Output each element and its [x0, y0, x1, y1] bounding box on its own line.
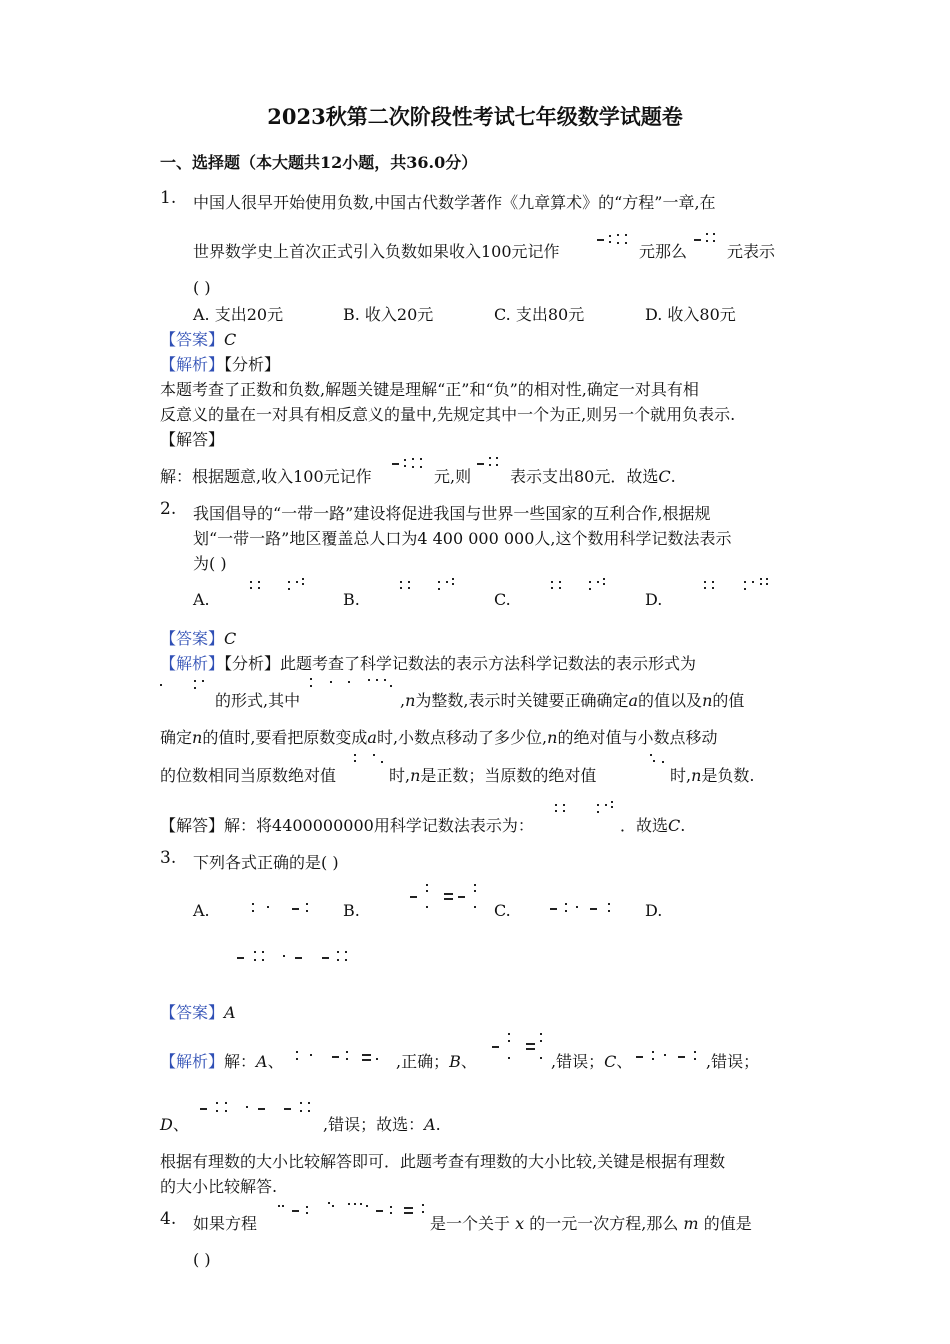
- q1-solution-letter: C: [658, 467, 671, 486]
- q4-equation: [276, 1200, 428, 1218]
- answer-tag: 【答案】: [160, 1003, 225, 1022]
- q2-analysis-3c: 时,小数点移动了多少位,: [376, 728, 548, 747]
- q3-comment-2: 的大小比较解答.: [160, 1177, 278, 1196]
- q3-option-c: C.: [494, 901, 511, 920]
- q3-option-a-formula: [250, 900, 318, 916]
- q2-solution-formula: [553, 801, 619, 817]
- q3-solution-1e: [551, 1049, 632, 1072]
- q1-paren: ( ): [193, 278, 211, 297]
- q1-line1: 中国人很早开始使用负数,中国古代数学著作《九章算术》的“方程”一章,在: [193, 193, 716, 212]
- q4-stem-c: 的一元一次方程,那么: [529, 1214, 679, 1233]
- var-m: m: [683, 1214, 699, 1233]
- q3-answer-line: [160, 1000, 236, 1023]
- q3-sol-formula-a: [294, 1048, 380, 1066]
- q2-formula-lt1: [648, 752, 670, 766]
- q2-option-c: C.: [494, 590, 511, 609]
- var-n: n: [192, 728, 203, 747]
- q2-analysis-2: ,n为整数,表示时关键要正确确定a的值以及n的值: [400, 691, 745, 710]
- q2-option-d-formula: [702, 578, 774, 594]
- q4-stem-b: 是一个关于: [430, 1214, 511, 1233]
- answer-tag: 【答案】: [160, 629, 225, 648]
- q1-analysis-2: 反意义的量在一对具有相反意义的量中,先规定其中一个为正,则另一个就用负表示.: [160, 405, 736, 424]
- q2-analysis-3d: 的绝对值与小数点移动: [557, 728, 718, 747]
- q2-analysis-1-text: 此题考查了科学记数法的表示方法科学记数法的表示形式为: [280, 654, 697, 673]
- q3-sol1c: ,正确；: [396, 1052, 450, 1071]
- q1-formula-minus100: [597, 232, 637, 246]
- q3-option-d-formula: [237, 948, 357, 966]
- q2-analysis-3: [160, 725, 717, 748]
- q2-analysis-4b: 时,: [389, 766, 411, 785]
- q3-sol1a: 解：: [224, 1052, 257, 1071]
- q3-sol2b: ,错误；故选：: [323, 1115, 425, 1134]
- q2-option-a-formula: [248, 578, 314, 594]
- q1-analysis-1: 本题考查了正数和负数,解题关键是理解“正”和“负”的相对性,确定一对具有相: [160, 380, 699, 399]
- q2-analysis-2b: 为整数,表示时关键要正确确定: [415, 691, 629, 710]
- q2-option-a: A.: [193, 590, 210, 609]
- q3-option-d: D.: [645, 901, 663, 920]
- var-n: n: [405, 691, 416, 710]
- q3-number: 3.: [160, 848, 177, 868]
- q3-solution-1c: [396, 1049, 477, 1072]
- q1-solution-text: 表示支出80元．故选: [510, 467, 659, 486]
- q3-sol-formula-d: [200, 1099, 320, 1117]
- q3-stem: 下列各式正确的是( ): [193, 853, 339, 872]
- q3-sol-formula-b: [492, 1030, 548, 1066]
- q3-sol1f: 、: [616, 1052, 633, 1071]
- q3-sol1d: 、: [460, 1052, 477, 1071]
- q1-line2c: 元表示: [727, 242, 776, 261]
- q1-line2b: 元那么: [639, 242, 688, 261]
- answer-tag: 【答案】: [160, 330, 225, 349]
- q3-solution-1a: [160, 1049, 284, 1072]
- q3-letter-d: D: [160, 1115, 173, 1134]
- var-n: n: [410, 766, 421, 785]
- section-heading: 一、选择题（本大题共12小题，共36.0分）: [160, 153, 478, 172]
- fenxi-tag: 【分析】: [224, 654, 281, 673]
- q2-analysis-4a: 的位数相同当原数绝对值: [160, 766, 337, 785]
- q2-analysis-4c: 是正数；当原数的绝对值: [420, 766, 597, 785]
- q3-sol1b: 、: [267, 1052, 284, 1071]
- var-n: n: [702, 691, 713, 710]
- q3-comment-1: 根据有理数的大小比较解答即可．此题考查有理数的大小比较,关键是根据有理数: [160, 1152, 726, 1171]
- q2-option-b-formula: [398, 578, 464, 594]
- q2-analysis-2c: 的值以及: [638, 691, 703, 710]
- q2-analysis-1: [160, 651, 696, 674]
- q2-analysis-4: [389, 763, 596, 786]
- q1-answer: C: [224, 330, 237, 349]
- q3-letter-c: C: [604, 1052, 617, 1071]
- q1-option-b: B. 收入20元: [343, 305, 434, 324]
- q2-line3: 为( ): [193, 554, 227, 573]
- q2-analysis-4d: 时,: [670, 766, 692, 785]
- q3-solution-2b: [323, 1112, 441, 1135]
- q1-option-d: D. 收入80元: [645, 305, 736, 324]
- var-a: a: [628, 691, 639, 710]
- q2-formula-a10n: [160, 678, 210, 692]
- q4-stem-a: 如果方程: [193, 1214, 258, 1233]
- q1-solution-a: 解：根据题意,收入100元记作: [160, 467, 372, 486]
- q2-line2: 划“一带一路”地区覆盖总人口为4 400 000 000人,这个数用科学记数法表示: [193, 529, 732, 548]
- q2-solution: [160, 813, 534, 836]
- analysis-tag: 【解析】: [160, 355, 225, 374]
- q2-analysis-2a: 的形式,其中: [215, 691, 301, 710]
- q3-option-a: A.: [193, 901, 210, 920]
- q4-stem-d: 的值是: [703, 1214, 752, 1233]
- var-x: x: [515, 1214, 525, 1233]
- q1-jieda-tag: 【解答】: [160, 430, 225, 449]
- analysis-tag: 【解析】: [160, 654, 225, 673]
- q3-sol1e: ,错误；: [551, 1052, 605, 1071]
- q1-analysis-tag-line: [160, 352, 280, 375]
- q3-option-c-formula: [550, 900, 620, 916]
- fenxi-tag: 【分析】: [224, 355, 281, 374]
- q1-line2a: 世界数学史上首次正式引入负数如果收入100元记作: [193, 242, 560, 261]
- q4-stem-rest: [430, 1211, 752, 1234]
- var-n: n: [547, 728, 558, 747]
- q3-sol-formula-c: [636, 1048, 706, 1066]
- q1-solution-end: .: [670, 467, 676, 486]
- q1-option-a: A. 支出20元: [193, 305, 284, 324]
- q3-sol2a: 、: [172, 1115, 189, 1134]
- q2-analysis-3b: 的值时,要看把原数变成: [202, 728, 368, 747]
- q1-solution-c: [510, 464, 676, 487]
- q3-option-b: B.: [343, 901, 360, 920]
- q2-formula-ge10: [353, 752, 389, 766]
- q2-solution-letter: C: [668, 816, 681, 835]
- q2-option-c-formula: [549, 578, 615, 594]
- q2-line1: 我国倡导的“一带一路”建设将促进我国与世界一些国家的互利合作,根据规: [193, 504, 711, 523]
- q1-formula-minus80: [694, 230, 724, 246]
- q2-number: 2.: [160, 499, 177, 519]
- q1-solution-b: 元,则: [434, 467, 472, 486]
- q1-option-c: C. 支出80元: [494, 305, 585, 324]
- page-title: 2023秋第二次阶段性考试七年级数学试题卷: [267, 104, 683, 129]
- q2-option-d: D.: [645, 590, 663, 609]
- q2-analysis-4e: 是负数.: [701, 766, 755, 785]
- q3-sol2c: .: [435, 1115, 441, 1134]
- q3-answer: A: [224, 1003, 236, 1022]
- q2-formula-range: [308, 676, 398, 690]
- q1-sol-formula-minus80: [477, 454, 507, 470]
- q3-letter-b: B: [449, 1052, 461, 1071]
- var-n: n: [691, 766, 702, 785]
- q2-analysis-2d: 的值: [712, 691, 745, 710]
- q1-answer-line: [160, 327, 236, 350]
- q2-analysis-4-end: [670, 763, 755, 786]
- q2-analysis-3a: 确定: [160, 728, 193, 747]
- q2-option-b: B.: [343, 590, 360, 609]
- var-a: a: [367, 728, 377, 747]
- q3-solution-1g: ,错误；: [706, 1052, 760, 1071]
- q3-letter-a: A: [256, 1052, 268, 1071]
- jieda-tag: 【解答】: [160, 816, 225, 835]
- q2-solution-b: ．故选: [620, 816, 669, 835]
- q2-answer: C: [224, 629, 237, 648]
- q2-solution-a: 解：将4400000000用科学记数法表示为：: [224, 816, 534, 835]
- q1-sol-formula-minus100: [392, 456, 432, 470]
- q3-option-b-formula: [410, 880, 482, 916]
- q4-number: 4.: [160, 1209, 177, 1229]
- q3-sol-answer: A: [424, 1115, 436, 1134]
- q4-paren: ( ): [193, 1250, 211, 1269]
- q2-solution-end: .: [680, 816, 686, 835]
- q3-solution-2a: [160, 1112, 189, 1135]
- q2-solution-end-line: [620, 813, 685, 836]
- analysis-tag: 【解析】: [160, 1052, 225, 1071]
- q2-answer-line: [160, 626, 236, 649]
- q1-number: 1.: [160, 188, 177, 208]
